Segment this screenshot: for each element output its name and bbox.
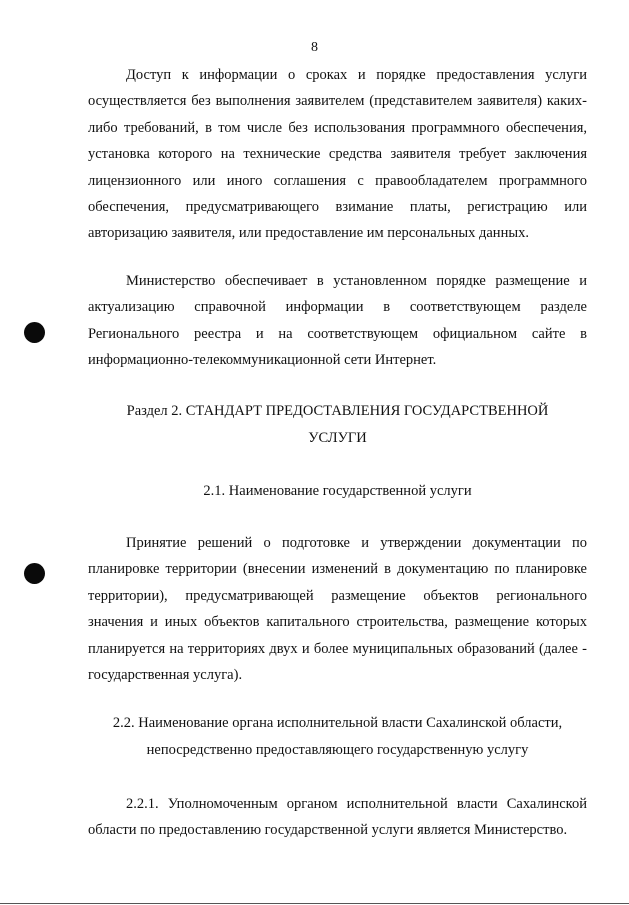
paragraph-access-info: Доступ к информации о сроках и порядке предоставления услуги осуществляется без выполнения заявителем (представителем заявителя) каких-либо требований, в том числе без использования программного обеспечения, установка которого на технические средства заявителя требует заключения лицензионного или иного соглашения с правообладателем программного обеспечения, предусматривающего взимание платы, регистрацию или авторизацию заявителя, или предоставление им персональных данных. bbox=[88, 67, 587, 242]
section-2-title bbox=[88, 398, 587, 452]
punch-hole-upper bbox=[24, 322, 45, 343]
footer-rule bbox=[0, 903, 629, 904]
punch-hole-lower bbox=[24, 563, 45, 584]
paragraph-service-definition: Принятие решений о подготовке и утверждении документации по планировке территории (внесении изменений в документацию по планировке территории), предусматривающей размещение объектов регионального значения и иных объектов капитального строительства, размещение которых планируется на территориях двух и более муниципальных образований (далее - государственная услуга). bbox=[88, 535, 587, 684]
subsection-2-2-title-line-2: непосредственно предоставляющего государственную услугу bbox=[146, 742, 529, 758]
subsection-2-2-title bbox=[88, 710, 587, 764]
section-2-title-line-1: Раздел 2. СТАНДАРТ ПРЕДОСТАВЛЕНИЯ ГОСУДАРСТВЕННОЙ bbox=[126, 403, 549, 419]
page-number: 8 bbox=[311, 40, 318, 55]
section-2-title-line-2: УСЛУГИ bbox=[308, 430, 367, 446]
subsection-2-1-title: 2.1. Наименование государственной услуги bbox=[203, 483, 472, 499]
paragraph-authorized-body: 2.2.1. Уполномоченным органом исполнительной власти Сахалинской области по предоставлению государственной услуги является Министерство. bbox=[88, 796, 587, 839]
subsection-2-2-title-line-1: 2.2. Наименование органа исполнительной власти Сахалинской области, bbox=[112, 715, 563, 731]
paragraph-ministry-publishing: Министерство обеспечивает в установленном порядке размещение и актуализацию справочной информации в соответствующем разделе Регионального реестра и на соответствующем официальном сайте в информационно-телекоммуникационной сети Интернет. bbox=[88, 273, 587, 369]
